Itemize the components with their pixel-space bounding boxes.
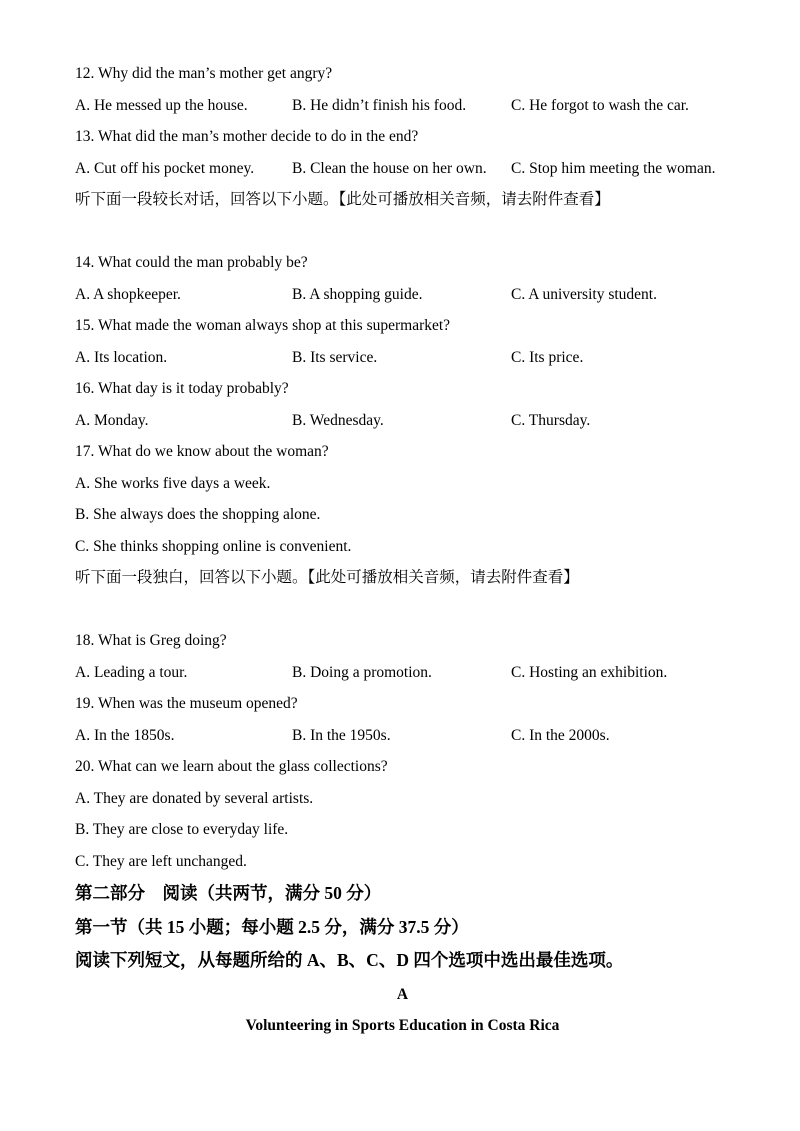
question-line: 17. What do we know about the woman? [75,443,329,460]
option: C. He forgot to wash the car. [511,96,689,114]
section-heading: 第一节（共 15 小题；每小题 2.5 分，满分 37.5 分） [75,916,469,937]
options-row [75,657,730,689]
audio-note: 听下面一段较长对话，回答以下小题。【此处可播放相关音频，请去附件查看】 [75,191,610,208]
question-line: 19. When was the museum opened? [75,695,298,712]
option: C. A university student. [511,285,657,303]
question-line: 14. What could the man probably be? [75,254,308,271]
option: A. Cut off his pocket money. [75,159,255,177]
option: C. Its price. [511,348,584,366]
option: C. Stop him meeting the woman. [511,159,716,177]
option: A. Its location. [75,348,168,366]
option-line: B. She always does the shopping alone. [75,506,321,523]
question-line: 16. What day is it today probably? [75,380,289,397]
options-row [75,90,730,122]
options-row [75,279,730,311]
option: B. Doing a promotion. [292,663,432,681]
options-row [75,153,730,185]
spacer [75,216,730,248]
option: B. Wednesday. [292,411,384,429]
option: C. Thursday. [511,411,591,429]
options-row [75,720,730,752]
question-line: 12. Why did the man’s mother get angry? [75,65,333,82]
centered-heading: Volunteering in Sports Education in Costa Rica [245,1016,560,1034]
option-line: A. She works five days a week. [75,474,271,492]
spacer [75,594,730,626]
options-row [75,405,730,437]
options-row [75,342,730,374]
option-line: C. They are left unchanged. [75,852,247,870]
option: C. In the 2000s. [511,726,610,744]
option: A. A shopkeeper. [75,285,181,303]
option: A. Monday. [75,411,149,429]
centered-heading: A [396,985,409,1003]
option-line: B. They are close to everyday life. [75,821,289,838]
audio-note: 听下面一段独白，回答以下小题。【此处可播放相关音频，请去附件查看】 [75,569,579,586]
section-heading: 第二部分 阅读（共两节，满分 50 分） [75,883,382,903]
option: A. Leading a tour. [75,663,188,681]
option: B. He didn’t finish his food. [292,96,467,114]
option: A. In the 1850s. [75,726,175,744]
question-line: 20. What can we learn about the glass collections? [75,758,388,775]
option: C. Hosting an exhibition. [511,663,668,681]
question-line: 15. What made the woman always shop at this supermarket? [75,317,451,334]
option: B. In the 1950s. [292,726,391,744]
option: B. A shopping guide. [292,285,423,303]
section-heading: 阅读下列短文，从每题所给的 A、B、C、D 四个选项中选出最佳选项。 [75,950,624,970]
question-line: 13. What did the man’s mother decide to do in the end? [75,128,419,145]
option: B. Its service. [292,348,378,366]
question-line: 18. What is Greg doing? [75,632,227,649]
option: A. He messed up the house. [75,96,248,114]
option-line: C. She thinks shopping online is convenient. [75,537,352,555]
option: B. Clean the house on her own. [292,159,487,177]
option-line: A. They are donated by several artists. [75,789,314,807]
